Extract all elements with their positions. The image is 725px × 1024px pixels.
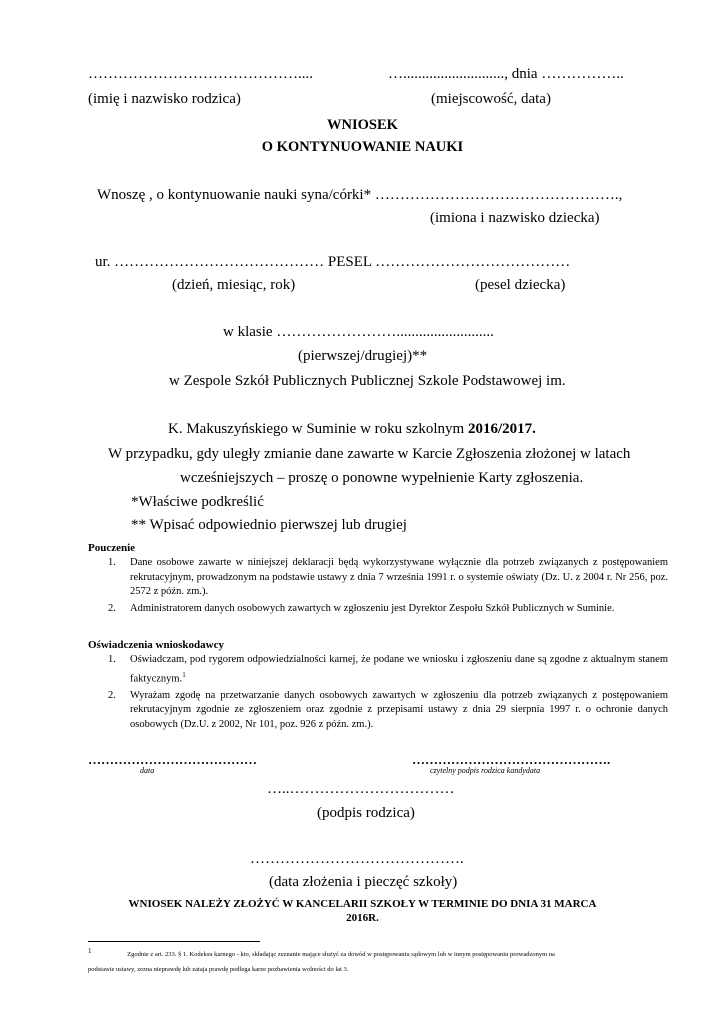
declaration-item: [108, 689, 668, 733]
footnote-text-1: Zgodnie z art. 233. § 1. Kodeksu karnego - kto, składając zeznanie mające służyć za dowód w postępowaniu sądowym lub w innym postępowaniu prowadzonym na: [127, 951, 555, 959]
declarations-title: Oświadczenia wnioskodawcy: [88, 639, 224, 651]
footnote-note-2: ** Wpisać odpowiednio pierwszej lub drugiej: [131, 517, 407, 533]
child-name-caption: (imiona i nazwisko dziecka): [430, 210, 600, 226]
pouczenie-item: [108, 556, 668, 600]
parent-signature-caption: czytelny podpis rodzica kandydata: [430, 766, 541, 775]
place-date-field[interactable]: …..........................., dnia ……………..: [388, 66, 624, 82]
pouczenie-item: [108, 602, 668, 617]
deadline-line1: WNIOSEK NALEŻY ZŁOŻYĆ W KANCELARII SZKOŁY W TERMINIE DO DNIA 31 MARCA: [128, 898, 597, 910]
school-stamp-field[interactable]: …………………………………….: [250, 851, 464, 867]
list-text: Dane osobowe zawarte w niniejszej deklaracji będą wykorzystywane wyłącznie dla potrzeb związanych z postępowaniem rekrutacyjnym, prowadzonym na podstawie ustawy z dnia 7 września 1991 r. o systemie oświaty (Dz. U. z 2004 r. Nr 256, poz. 2572 z późn. zm.).: [130, 557, 668, 597]
footnote-marker: 1: [88, 947, 92, 955]
place-date-caption: (miejscowość, data): [431, 91, 551, 107]
list-text: Wyrażam zgodę na przetwarzanie danych osobowych zawartych w zgłoszeniu dla potrzeb związanych z postępowaniem rekrutacyjnym zgodnie ze zgłoszeniem oraz zgodnie z przepisami ustawy z dnia 29 sierpnia 1997 r. o ochronie danych osobowych (Dz.U. z 2002, Nr 101, poz. 926 z późn. zm.).: [130, 689, 668, 730]
footnote-divider: [88, 941, 260, 942]
parent-sign-field[interactable]: …..……………………………: [267, 781, 455, 797]
footnote-note-1: *Właściwe podkreślić: [131, 494, 264, 510]
change-notice-line1: W przypadku, gdy uległy zmianie dane zawarte w Karcie Zgłoszenia złożonej w latach: [108, 446, 631, 462]
pouczenie-list: [108, 556, 668, 618]
footnote-line1: [88, 946, 648, 960]
school-year-line: [168, 421, 536, 438]
date-signature-field[interactable]: …………………………………: [88, 752, 257, 767]
declarations-list: [108, 653, 668, 734]
class-line[interactable]: w klasie ……………………..........................: [223, 324, 494, 340]
footnote-reference: 1: [182, 670, 186, 679]
pouczenie-title: Pouczenie: [88, 542, 136, 554]
pesel-caption: (pesel dziecka): [475, 277, 566, 293]
school-stamp-caption: (data złożenia i pieczęć szkoły): [269, 874, 458, 890]
change-notice-line2: wcześniejszych – proszę o ponowne wypełnienie Karty zgłoszenia.: [180, 470, 584, 486]
list-text: Oświadczam, pod rygorem odpowiedzialności karnej, że podane we wniosku i zgłoszeniu dane są zgodne z aktualnym stanem faktycznym.: [130, 654, 668, 684]
document-subtitle: O KONTYNUOWANIE NAUKI: [261, 139, 464, 155]
list-number: 2.: [108, 602, 116, 614]
document-title: WNIOSEK: [327, 117, 398, 133]
school-year-value: 2016/2017.: [467, 421, 536, 437]
list-number: 2.: [108, 689, 116, 701]
footnote-line2: podstawie ustawy, zezna nieprawdę lub zataja prawdę podlega karze pozbawienia wolności do lat 3.: [88, 966, 349, 973]
parent-name-caption: (imię i nazwisko rodzica): [88, 91, 241, 107]
date-signature-caption: data: [140, 766, 155, 775]
birth-pesel-line[interactable]: ur. …………………………………… PESEL …………………………………: [95, 254, 571, 270]
declaration-item: [108, 653, 668, 687]
birth-date-caption: (dzień, miesiąc, rok): [172, 277, 296, 293]
parent-signature-field[interactable]: ……………………………………….: [412, 752, 611, 767]
school-line: w Zespole Szkół Publicznych Publicznej Szkole Podstawowej im.: [169, 373, 566, 389]
list-number: 1.: [108, 557, 116, 568]
request-line[interactable]: Wnoszę , o kontynuowanie nauki syna/córki* ………………………………………….,: [97, 187, 623, 203]
list-number: 1.: [108, 654, 116, 665]
parent-name-field[interactable]: ……………………………………....: [88, 66, 313, 82]
parent-sign-caption: (podpis rodzica): [317, 805, 415, 821]
class-caption: (pierwszej/drugiej)**: [298, 348, 428, 364]
list-text: Administratorem danych osobowych zawartych w zgłoszeniu jest Dyrektor Zespołu Szkół Publicznych w Suminie.: [130, 602, 615, 614]
school-year-prefix: K. Makuszyńskiego w Suminie w roku szkolnym: [168, 421, 468, 437]
deadline-line2: 2016R.: [346, 912, 379, 924]
